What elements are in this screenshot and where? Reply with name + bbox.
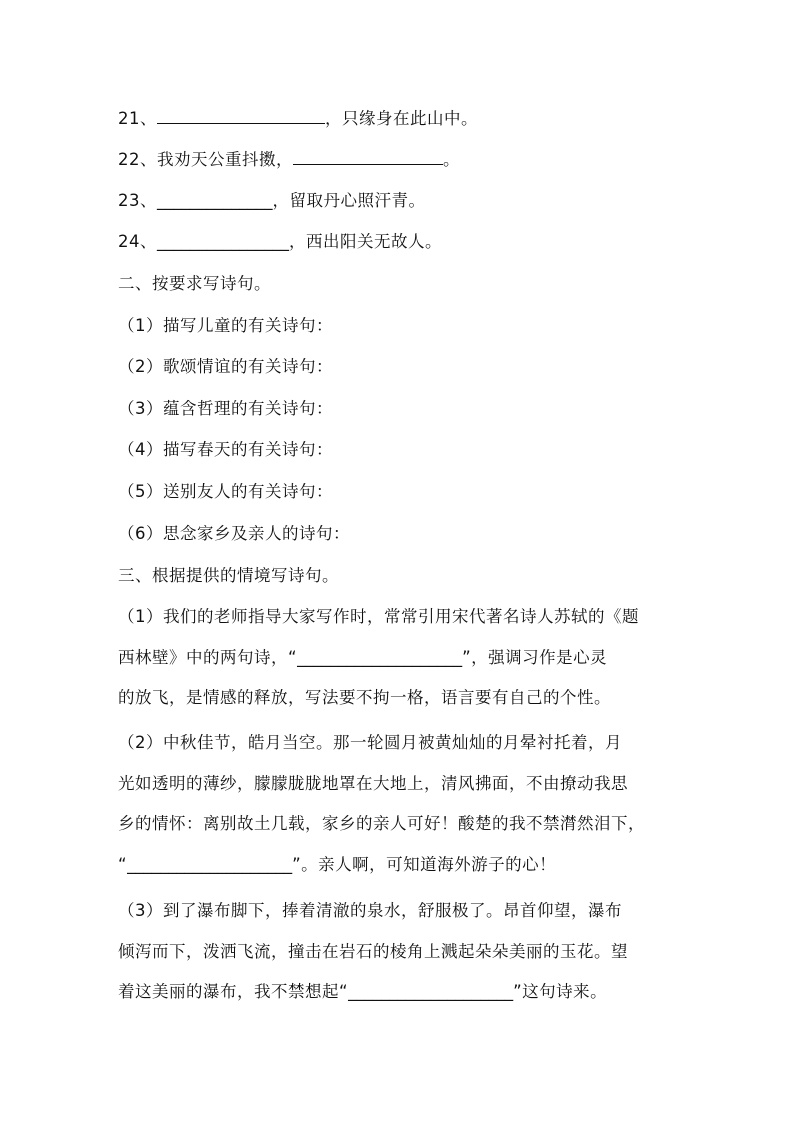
answer-blank[interactable]: ____________________ [348,982,514,1001]
question-23 [118,191,426,211]
answer-blank[interactable] [157,108,325,124]
text-segment: 着这美丽的瀑布，我不禁想起“ [118,982,349,1001]
text-segment: ”。亲人啊，可知道海外游子的心！ [292,854,557,874]
paragraph-line: （1）我们的老师指导大家写作时，常常引用宋代著名诗人苏轼的《题 [118,607,639,626]
prompt-item: （3）蕴含哲理的有关诗句： [118,399,333,418]
text-segment: ”这句诗来。 [513,982,608,1001]
text-segment: ”，强调习作是心灵 [462,647,608,667]
paragraph-line [118,972,680,1013]
paragraph-line: （3）到了瀑布脚下，捧着清澈的泉水，舒服极了。昂首仰望，瀑布 [118,901,622,920]
question-number: 24、 [118,232,157,251]
question-text: ，只缘身在此山中。 [325,109,478,128]
answer-blank[interactable]: ____________________ [297,647,463,667]
question-24 [118,232,442,252]
question-21 [118,108,478,129]
answer-blank[interactable]: ____________________ [127,854,293,874]
question-text: ，西出阳关无故人。 [289,232,442,251]
question-22 [118,149,460,170]
paragraph-line: 的放飞，是情感的释放，写法要不拘一格，语言要有自己的个性。 [118,688,611,707]
prompt-item: （6）思念家乡及亲人的诗句： [118,524,350,543]
prompt-item: （1）描写儿童的有关诗句： [118,316,333,335]
paragraph-line [118,638,680,679]
answer-blank[interactable]: ________________ [157,232,289,251]
prompt-item: （5）送别友人的有关诗句： [118,482,333,501]
question-number: 21、 [118,109,157,128]
scenario-1 [118,597,680,719]
question-text: 22、我劝天公重抖擞， [118,150,293,169]
question-suffix: 。 [443,150,460,169]
question-number: 23、 [118,191,157,210]
paragraph-line: （2）中秋佳节，皓月当空。那一轮圆月被黄灿灿的月晕衬托着，月 [118,733,622,752]
answer-blank[interactable]: ______________ [157,191,273,210]
text-segment: “ [118,854,128,874]
scenario-2 [118,723,680,885]
text-segment: 西林壁》中的两句诗，“ [118,647,298,667]
prompt-item: （4）描写春天的有关诗句： [118,440,333,459]
paragraph-line [118,845,680,886]
scenario-3 [118,891,680,1013]
section-heading: 三、根据提供的情境写诗句。 [118,566,339,585]
prompt-item: （2）歌颂情谊的有关诗句： [118,357,333,376]
section-heading: 二、按要求写诗句。 [118,274,271,293]
paragraph-line: 乡的情怀：离别故土几载，家乡的亲人可好！酸楚的我不禁潸然泪下， [118,814,645,833]
answer-blank[interactable] [293,149,443,165]
paragraph-line: 光如透明的薄纱，朦朦胧胧地罩在大地上，清风拂面，不由撩动我思 [118,773,628,793]
question-text: ，留取丹心照汗青。 [272,191,426,210]
paragraph-line: 倾泻而下，泼洒飞流，撞击在岩石的棱角上溅起朵朵美丽的玉花。望 [118,941,628,961]
